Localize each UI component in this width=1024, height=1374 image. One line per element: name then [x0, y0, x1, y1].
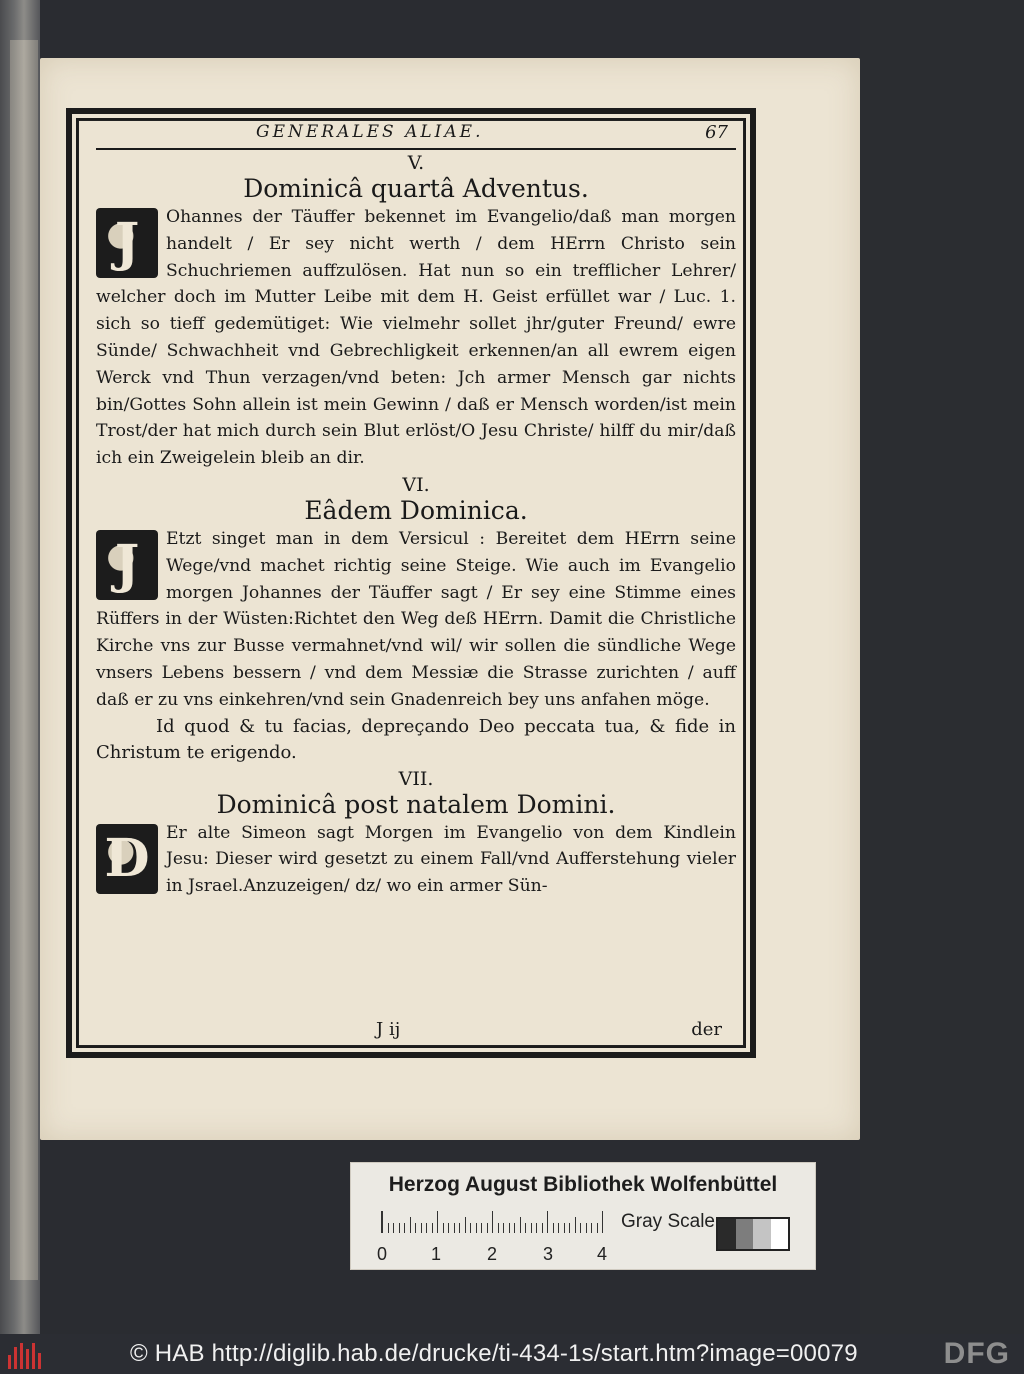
ruler-tick — [393, 1223, 394, 1233]
gray-scale-card — [350, 1162, 816, 1270]
section-text: Etzt singet man in dem Versicul : Bereitet dem HErrn seine Wege/vnd machet richtig seine Steige. Wie auch im Evangelio morgen Johannes der Täuffer sagt / Er sey eine Stimme eines Rüffers in der Wüsten:Richtet den Weg deß HErrn. Damit die Christliche Kirche vns zur Busse vermahnet/vnd wil/ wir sollen die sündliche Wege vnsers Lebens bessern / vnd dem Messiæ die Strasse zurichten / auff daß er zu vns einkehren/vnd sein Gnadenreich bey uns anfahen möge. — [96, 528, 736, 710]
ruler-tick — [520, 1217, 521, 1233]
adjacent-page-edge — [0, 0, 40, 1334]
section-number: V. — [407, 152, 425, 174]
book-page — [40, 58, 860, 1140]
ruler-tick — [415, 1223, 416, 1233]
ruler-tick — [382, 1211, 383, 1233]
latin-text: Id quod & tu facias, depreçando Deo peccata tua, & fide in Christum te erigendo. — [96, 715, 736, 763]
section-text: Ohannes der Täuffer bekennet im Evangelio/daß man morgen handelt / Er sey nicht werth / dem HErrn Christo sein Schuchriemen auffzulösen. Hat nun so ein trefflicher Lehrer/ welcher doch im Mutter Leibe mit dem H. Geist erfüllet war / Luc. 1. sich so tieff gedemütiget: Wie vielmehr sollet jhr/guter Freund/ ewre Sünde/ Schwachheit vnd Gebrechligkeit erkennen/an all ewrem eigen Werck vnd Thun verzagen/vnd beten: Jch armer Mensch gar nichts bin/Gottes Sohn allein ist mein Gewinn / daß er Mensch worden/ist mein Trost/der hat mich durch sein Blut erlöst/O Jesu Christe/ hilff du mir/daß ich ein Zweigelein bleib an dir. — [96, 207, 736, 469]
ruler-tick — [498, 1223, 499, 1233]
section-body — [96, 820, 736, 900]
running-head — [96, 122, 736, 150]
section-heading: Dominicâ quartâ Adventus. — [243, 174, 589, 203]
ruler-tick — [580, 1223, 581, 1233]
ruler-tick — [509, 1223, 510, 1233]
ruler-tick — [503, 1223, 504, 1233]
gray-swatch — [736, 1219, 754, 1249]
signature-mark: J ij — [376, 1019, 401, 1040]
ruler-number: 0 — [377, 1244, 388, 1264]
dfg-logo: DFG — [943, 1337, 1010, 1370]
ruler-tick — [410, 1217, 411, 1233]
ruler-tick — [432, 1223, 433, 1233]
ruler-tick — [564, 1223, 565, 1233]
ruler-tick — [465, 1217, 466, 1233]
page-footer — [96, 1019, 736, 1040]
ruler-tick — [558, 1223, 559, 1233]
ruler-tick — [426, 1223, 427, 1233]
gray-swatch — [718, 1219, 736, 1249]
ruler-tick — [553, 1223, 554, 1233]
ruler-tick — [470, 1223, 471, 1233]
gray-swatch — [771, 1219, 789, 1249]
ruler-tick — [586, 1223, 587, 1233]
section-body — [96, 204, 736, 472]
catchword: der — [691, 1019, 722, 1040]
ruler-number: 4 — [597, 1244, 608, 1264]
decorated-initial: J — [96, 530, 158, 600]
ruler-tick — [514, 1223, 515, 1233]
gray-swatch — [753, 1219, 771, 1249]
page-content — [96, 122, 736, 1044]
decorated-initial: J — [96, 208, 158, 278]
ruler-tick — [443, 1223, 444, 1233]
library-name: Herzog August Bibliothek Wolfenbüttel — [388, 1173, 778, 1196]
ruler-tick — [404, 1223, 405, 1233]
ruler-tick — [602, 1211, 603, 1233]
ruler-tick — [547, 1211, 548, 1233]
ruler-tick — [476, 1223, 477, 1233]
ruler-tick — [542, 1223, 543, 1233]
ruler-tick — [536, 1223, 537, 1233]
section-heading: Dominicâ post natalem Domini. — [216, 789, 616, 819]
ruler — [381, 1211, 612, 1233]
ruler-tick — [399, 1223, 400, 1233]
section-number: VII. — [398, 767, 434, 790]
ruler-tick — [388, 1223, 389, 1233]
ruler-tick — [575, 1217, 576, 1233]
ruler-tick — [459, 1223, 460, 1233]
ruler-tick — [448, 1223, 449, 1233]
decorated-initial: D — [96, 824, 158, 894]
ruler-number: 2 — [487, 1244, 498, 1264]
ruler-number: 3 — [543, 1244, 554, 1264]
ruler-number: 1 — [431, 1244, 442, 1264]
ruler-tick — [437, 1211, 438, 1233]
gray-scale-label: Gray Scale — [621, 1211, 715, 1232]
ruler-tick — [492, 1211, 493, 1233]
ruler-tick — [597, 1223, 598, 1233]
page-border-frame — [66, 108, 756, 1058]
hab-bars-icon — [8, 1339, 44, 1369]
section-number: VI. — [402, 473, 430, 496]
section-text: Er alte Simeon sagt Morgen im Evangelio von dem Kindlein Jesu: Dieser wird gesetzt zu einem Fall/vnd Aufferstehung vieler in Jsrael.Anzuzeigen/ dz/ wo ein armer Sün- — [166, 822, 736, 897]
footer-bar — [0, 1334, 1024, 1374]
credit-link[interactable]: © HAB http://diglib.hab.de/drucke/ti-434-1s/start.htm?image=00079 — [130, 1340, 858, 1367]
ruler-tick — [487, 1223, 488, 1233]
ruler-tick — [525, 1223, 526, 1233]
ruler-tick — [481, 1223, 482, 1233]
section-heading: Eâdem Dominica. — [304, 495, 528, 525]
ruler-tick — [569, 1223, 570, 1233]
section-body — [96, 526, 736, 766]
ruler-tick — [421, 1223, 422, 1233]
ruler-tick — [591, 1223, 592, 1233]
gray-swatches — [716, 1217, 790, 1251]
page-number: 67 — [705, 122, 728, 143]
ruler-tick — [454, 1223, 455, 1233]
ruler-tick — [531, 1223, 532, 1233]
running-head-title: GENERALES ALIAE. — [256, 122, 484, 142]
dark-background — [860, 0, 1024, 1334]
